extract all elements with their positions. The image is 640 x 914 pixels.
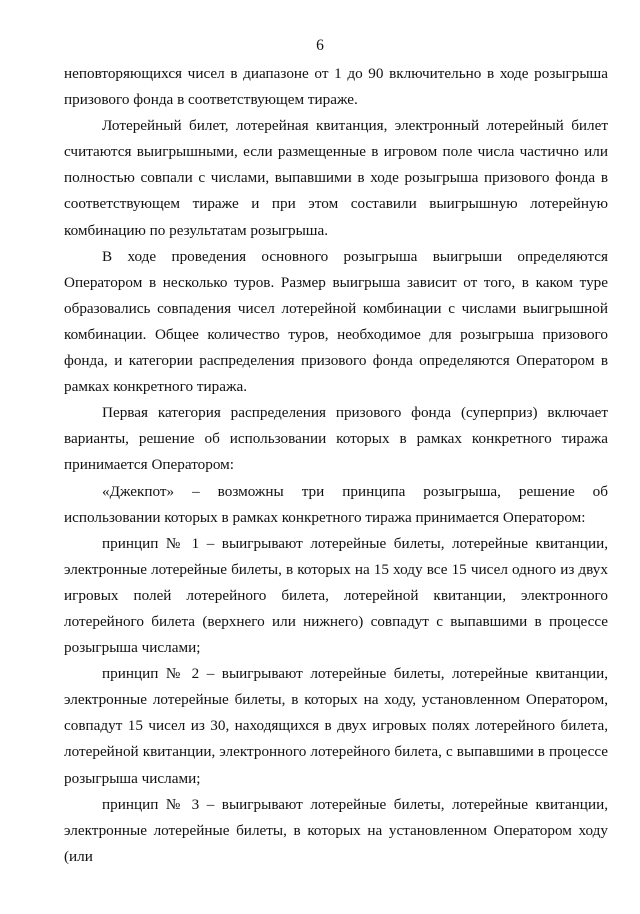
paragraph-main-draw-rounds: В ходе проведения основного розыгрыша выигрыши определяются Оператором в несколько туров. Размер выигрыша зависит от того, в каком туре образовались совпадения чисел лотерейной комбинации с числами выигрышной комбинации. Общее количество туров, необходимое для розыгрыша призового фонда, и категории распределения призового фонда определяются Оператором в рамках конкретного тиража. xyxy=(64,247,608,396)
paragraph-winning-tickets: Лотерейный билет, лотерейная квитанция, электронный лотерейный билет считаются выигрышными, если размещенные в игровом поле числа частично или полностью совпали с числами, выпавшими в ходе розыгрыша призового фонда в соответствующем тираже и при этом составили выигрышную лотерейную комбинацию по результатам розыгрыша. xyxy=(64,117,608,239)
paragraph-first-category: Первая категория распределения призового фонда (суперприз) включает варианты, решение об использовании которых в рамках конкретного тиража принимается Оператором: xyxy=(64,404,608,474)
paragraph-principle-1: принцип № 1 – выигрывают лотерейные билеты, лотерейные квитанции, электронные лотерейные билеты, в которых на 15 ходу все 15 чисел одного из двух игровых полей лотерейного билета, лотерейной квитанции, электронного лотерейного билета (верхнего или нижнего) совпадут с выпавшими в процессе розыгрыша числами; xyxy=(64,534,608,657)
paragraph-continuation: неповторяющихся чисел в диапазоне от 1 до 90 включительно в ходе розыгрыша призового фонда в соответствующем тираже. xyxy=(64,65,608,109)
paragraph-jackpot: «Джекпот» – возможны три принципа розыгрыша, решение об использовании которых в рамках конкретного тиража принимается Оператором: xyxy=(64,482,608,526)
paragraph-principle-3: принцип № 3 – выигрывают лотерейные билеты, лотерейные квитанции, электронные лотерейные билеты, в которых на установленном Оператором ходу (или xyxy=(64,795,608,865)
paragraph-principle-2: принцип № 2 – выигрывают лотерейные билеты, лотерейные квитанции, электронные лотерейные билеты, в которых на ходу, установленном Оператором, совпадут 15 чисел из 30, находящихся в двух игровых полях лотерейного билета, лотерейной квитанции, электронного лотерейного билета, с выпавшими в процессе розыгрыша числами; xyxy=(64,665,608,787)
document-body xyxy=(64,61,608,870)
page-number: 6 xyxy=(316,37,324,54)
